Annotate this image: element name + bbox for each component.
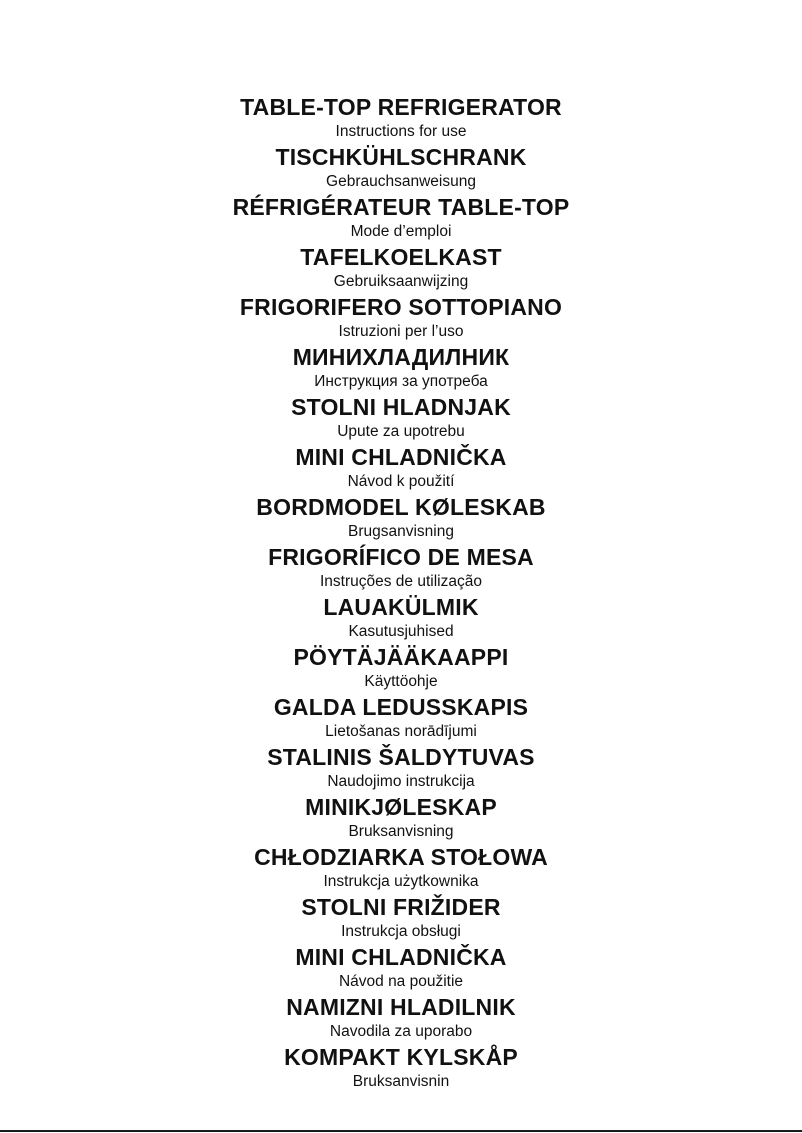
product-title: MINIKJØLESKAP (305, 794, 497, 820)
manual-subtitle: Upute za upotrebu (337, 423, 465, 440)
product-title: MINI CHLADNIČKA (295, 444, 507, 470)
product-title: NAMIZNI HLADILNIK (286, 994, 516, 1020)
product-title: RÉFRIGÉRATEUR TABLE-TOP (232, 194, 570, 220)
entry-pt (0, 544, 802, 594)
manual-subtitle: Instructions for use (335, 123, 467, 140)
cover-title-list (0, 94, 802, 1094)
product-title: BORDMODEL KØLESKAB (256, 494, 546, 520)
entry-fr (0, 194, 802, 244)
manual-subtitle: Mode d’emploi (350, 223, 452, 240)
product-title: GALDA LEDUSSKAPIS (273, 694, 529, 720)
manual-subtitle: Návod k použití (347, 473, 455, 490)
manual-subtitle: Kasutusjuhised (348, 623, 454, 640)
entry-bg (0, 344, 802, 394)
entry-sl (0, 994, 802, 1044)
manual-subtitle: Käyttöohje (364, 673, 438, 690)
product-title: TABLE-TOP REFRIGERATOR (240, 94, 562, 120)
product-title: STOLNI HLADNJAK (291, 394, 511, 420)
entry-pl-1 (0, 844, 802, 894)
entry-da (0, 494, 802, 544)
entry-cs (0, 444, 802, 494)
entry-sv (0, 1044, 802, 1094)
entry-pl-2 (0, 894, 802, 944)
product-title: STOLNI FRIŽIDER (301, 894, 501, 920)
manual-subtitle: Gebruiksaanwijzing (333, 273, 469, 290)
entry-lv (0, 694, 802, 744)
manual-subtitle: Instruções de utilização (320, 573, 482, 590)
entry-de (0, 144, 802, 194)
manual-subtitle: Naudojimo instrukcija (327, 773, 475, 790)
entry-lt (0, 744, 802, 794)
manual-subtitle: Brugsanvisning (348, 523, 454, 540)
manual-subtitle: Инструкция за употреба (314, 373, 488, 390)
product-title: TAFELKOELKAST (300, 244, 502, 270)
product-title: CHŁODZIARKA STOŁOWA (254, 844, 548, 870)
product-title: PÖYTÄJÄÄKAAPPI (293, 644, 509, 670)
entry-fi (0, 644, 802, 694)
manual-subtitle: Istruzioni per l’uso (338, 323, 464, 340)
manual-subtitle: Instrukcja obsługi (341, 923, 461, 940)
product-title: МИНИХЛАДИЛНИК (292, 344, 510, 370)
manual-subtitle: Instrukcja użytkownika (323, 873, 479, 890)
entry-sk (0, 944, 802, 994)
entry-it (0, 294, 802, 344)
product-title: KOMPAKT KYLSKÅP (284, 1044, 518, 1070)
entry-et (0, 594, 802, 644)
manual-subtitle: Lietošanas norādījumi (325, 723, 477, 740)
product-title: LAUAKÜLMIK (323, 594, 479, 620)
bottom-rule (0, 1130, 802, 1132)
entry-hr (0, 394, 802, 444)
manual-subtitle: Navodila za uporabo (329, 1023, 473, 1040)
product-title: MINI CHLADNIČKA (295, 944, 507, 970)
entry-nl (0, 244, 802, 294)
manual-subtitle: Bruksanvisning (348, 823, 454, 840)
product-title: TISCHKÜHLSCHRANK (275, 144, 527, 170)
product-title: STALINIS ŠALDYTUVAS (267, 744, 535, 770)
product-title: FRIGORIFERO SOTTOPIANO (239, 294, 563, 320)
manual-subtitle: Bruksanvisnin (352, 1073, 450, 1090)
entry-no (0, 794, 802, 844)
manual-subtitle: Návod na použitie (338, 973, 464, 990)
entry-en (0, 94, 802, 144)
manual-subtitle: Gebrauchsanweisung (326, 173, 476, 190)
product-title: FRIGORÍFICO DE MESA (268, 544, 534, 570)
